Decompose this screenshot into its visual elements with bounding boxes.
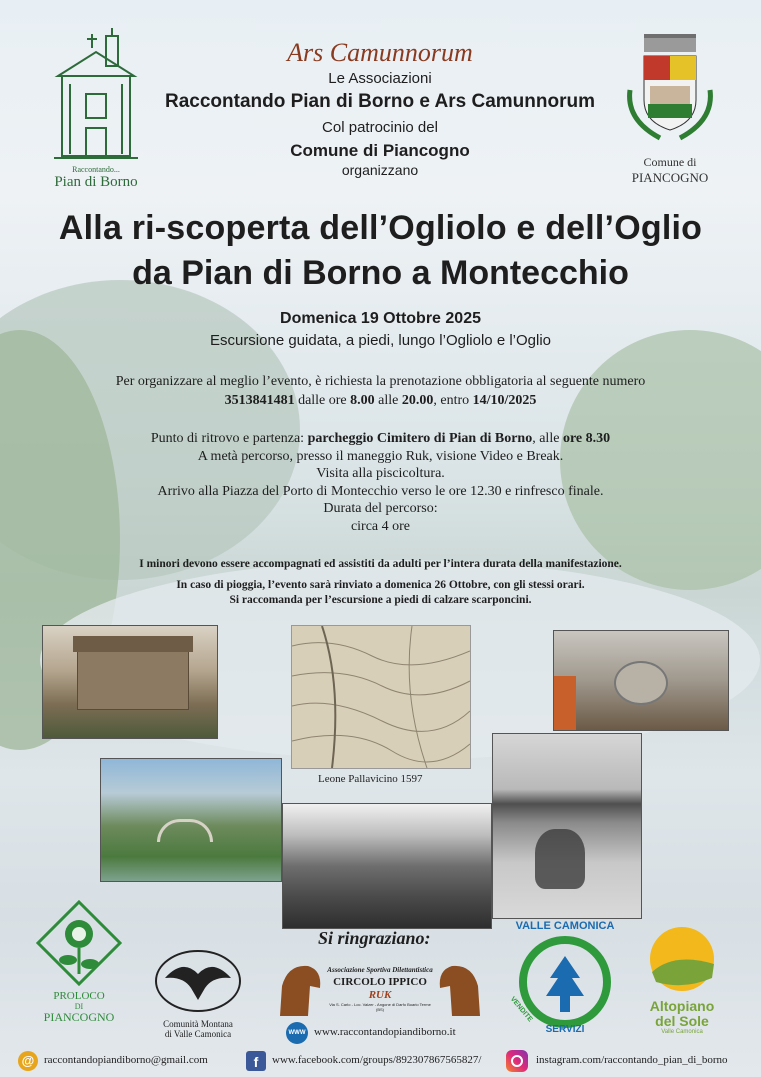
meeting-time: ore 8.30: [562, 431, 611, 446]
associations-names: Raccontando Pian di Borno e Ars Camunnorum: [164, 91, 595, 112]
vc-top-text: VALLE CAMONICA: [515, 920, 615, 932]
meeting-prefix: Punto di ritrovo e partenza:: [150, 431, 308, 446]
altopiano-line-3: Valle Camonica: [661, 1029, 703, 1035]
booking-info: [0, 372, 761, 410]
website-link[interactable]: www.raccontandopiandiborno.it: [314, 1026, 456, 1038]
sun-icon: [644, 924, 720, 994]
piancogno-coat-of-arms: [620, 30, 720, 190]
patronage-label: Col patrocinio del: [322, 119, 438, 136]
rose-icon: [36, 900, 122, 986]
meeting-mid: , alle: [532, 431, 563, 446]
proloco-line-3: PIANCOGNO: [43, 1010, 115, 1024]
title-line-1: Alla ri-scoperta dell’Ogliolo e dell’Oglio: [58, 209, 703, 247]
facebook-icon: f: [246, 1051, 266, 1071]
comunita-line-2: di Valle Camonica: [164, 1029, 232, 1039]
photo-old-house: [42, 625, 218, 739]
circolo-name: CIRCOLO IPPICO: [333, 976, 427, 988]
note-minors: I minori devono essere accompagnati ed assistiti da adulti per l’intera durata della manifestazione.: [139, 558, 622, 570]
photo-bridge-landscape: [100, 758, 282, 882]
booking-to-time: 20.00: [401, 393, 434, 408]
circolo-address: Via S. Carlo - Loc. Valzer - Angone di Darfo Boario Terme (BS): [329, 1002, 431, 1012]
comune-label-1: Comune di: [643, 155, 697, 169]
booking-from-time: 8.00: [350, 393, 375, 408]
program-line-4: Arrivo alla Piazza del Porto di Montecchio verso le ore 12.30 e rinfresco finale.: [157, 483, 604, 499]
instagram-link[interactable]: instagram.com/raccontando_pian_di_borno: [536, 1054, 728, 1066]
program-line-6: circa 4 ore: [350, 518, 411, 534]
footer-bar: [0, 1048, 761, 1077]
email-icon: @: [18, 1051, 38, 1071]
altopiano-line-2: del Sole: [655, 1013, 709, 1029]
eagle-emblem-icon: [153, 948, 243, 1014]
coat-of-arms-icon: [620, 30, 720, 148]
title-line-2: da Pian di Borno a Montecchio: [132, 254, 629, 292]
comunita-line-1: Comunità Montana: [163, 1019, 233, 1029]
ars-camunnorum-brand: Ars Camunnorum: [287, 38, 473, 67]
note-boots: Si raccomanda per l’escursione a piedi di calzare scarponcini.: [229, 594, 532, 606]
proloco-line-2: DI: [74, 1002, 84, 1011]
photo-historic-map: [291, 625, 471, 769]
vc-left-text: VENDITE: [508, 995, 534, 1024]
website-row: [286, 1022, 516, 1044]
photo-mill-interior: [553, 630, 729, 731]
thanks-heading: Si ringraziano:: [318, 928, 431, 948]
proloco-line-1: PROLOCO: [53, 990, 105, 1002]
email-link[interactable]: raccontandopiandiborno@gmail.com: [44, 1054, 208, 1066]
proloco-logo: [28, 900, 130, 1023]
patron-name: Comune di Piancogno: [290, 141, 470, 160]
pian-di-borno-logo: [48, 26, 144, 196]
altopiano-line-1: Altopiano: [649, 998, 715, 1014]
instagram-icon: [506, 1050, 528, 1072]
booking-to-text: alle: [374, 393, 402, 408]
event-info: [0, 310, 761, 349]
event-title: [0, 206, 761, 296]
vc-bottom-text: SERVIZI: [545, 1024, 585, 1035]
circolo-ippico-logo: [274, 956, 486, 1018]
program-line-3: Visita alla piscicoltura.: [316, 466, 445, 481]
booking-deadline: 14/10/2025: [472, 393, 537, 408]
note-rain: In caso di pioggia, l’evento sarà rinviato a domenica 26 Ottobre, con gli stessi orari.: [176, 579, 585, 591]
header-block: [140, 38, 620, 178]
valle-camonica-servizi-logo: [510, 920, 620, 1038]
facebook-link[interactable]: www.facebook.com/groups/892307867565827/: [272, 1054, 482, 1066]
program-line-2: A metà percorso, presso il maneggio Ruk, visione Video e Break.: [197, 448, 564, 464]
booking-by-text: , entro: [433, 393, 473, 408]
booking-phone: 3513841481: [224, 393, 295, 408]
booking-details: [0, 391, 761, 410]
photo-valley-bw: [282, 803, 492, 929]
map-caption: Leone Pallavicino 1597: [318, 773, 423, 785]
map-drawing: [292, 626, 470, 768]
notes: [0, 557, 761, 608]
organize-label: organizzano: [341, 162, 419, 178]
comunita-montana-logo: [150, 948, 246, 1039]
associations-label: Le Associazioni: [328, 70, 432, 87]
comune-label-2: PIANCOGNO: [631, 170, 709, 185]
www-icon: WWW: [286, 1022, 308, 1044]
booking-from-text: dalle ore: [294, 393, 351, 408]
logo-small-text: Raccontando...: [72, 165, 120, 174]
booking-line: Per organizzare al meglio l’evento, è richiesta la prenotazione obbligatoria al seguente numero: [115, 374, 646, 389]
event-subtitle: Escursione guidata, a piedi, lungo l’Ogliolo e l’Oglio: [209, 332, 552, 349]
logo-name: Pian di Borno: [54, 174, 138, 190]
church-icon: [48, 26, 144, 166]
meeting-place: parcheggio Cimitero di Pian di Borno: [307, 431, 533, 446]
event-date: Domenica 19 Ottobre 2025: [280, 310, 481, 327]
program-info: [0, 430, 761, 535]
meeting-point: [0, 430, 761, 448]
photo-vintage-river-bw: [492, 733, 642, 919]
circolo-ruk: RUK: [368, 989, 392, 1001]
altopiano-del-sole-logo: [640, 924, 724, 1035]
circolo-assoc: Associazione Sportiva Dilettantistica: [327, 966, 433, 974]
program-line-5: Durata del percorso:: [323, 501, 438, 516]
